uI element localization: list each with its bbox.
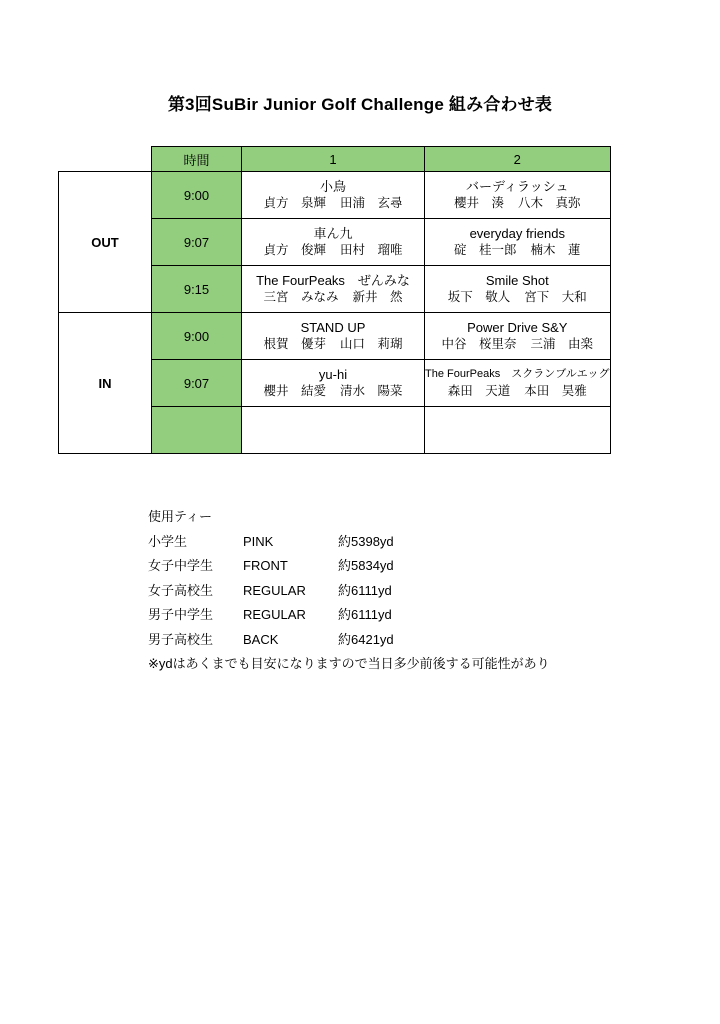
group-cell [425,407,611,454]
player-name: 本田 昊雅 [524,384,587,398]
tee-time: 9:00 [152,313,242,360]
player-name: 根賀 優芽 [263,337,326,351]
player-name: 中谷 桜里奈 [441,337,517,351]
group-cell [425,266,611,313]
team-name: yu-hi [318,367,348,382]
player-name: 田浦 玄尋 [340,196,403,210]
player-list [242,383,424,400]
player-list [425,289,610,306]
tee-information [148,505,550,677]
tee-row [148,628,550,653]
header-time: 時間 [152,147,242,172]
tee-yardage: 約5834yd [338,558,394,573]
player-name: 碇 桂一郎 [454,243,517,257]
player-name: 坂下 敬人 [447,290,511,304]
group-cell [425,172,611,219]
tee-name: FRONT [243,558,288,573]
team-name: Smile Shot [485,273,549,288]
header-blank-cell [59,147,152,172]
tee-time: 9:15 [152,266,242,313]
tee-row [148,554,550,579]
group-cell [242,172,425,219]
team-name: Power Drive S&Y [467,320,568,335]
player-list [242,195,424,212]
tee-yardage: 約6421yd [338,631,394,647]
player-name: 清水 陽菜 [340,384,403,398]
player-list [425,383,610,400]
group-cell [242,219,425,266]
tee-category: 男子高校生 [148,631,214,647]
tee-category: 小学生 [148,533,188,549]
player-name: 三浦 由楽 [530,337,594,351]
tee-category: 女子中学生 [148,558,214,573]
group-cell [425,219,611,266]
player-name: 櫻井 湊 [454,196,505,210]
player-name: 森田 天道 [447,384,511,398]
pairing-table [58,146,611,454]
player-list [425,195,610,212]
tee-name: REGULAR [243,607,306,622]
tee-time: 9:00 [152,172,242,219]
tee-name: BACK [243,631,279,647]
tee-row [148,579,550,604]
team-name: 小鳥 [319,179,346,194]
player-list [425,336,610,353]
player-name: 田村 瑠唯 [340,243,403,257]
table-header-row [59,147,611,172]
group-cell [425,360,611,407]
tee-note: ※ydはあくまでも目安になりますので当日多少前後する可能性があり [148,656,550,671]
group-cell [242,266,425,313]
side-label-in: IN [59,313,152,454]
side-label-out: OUT [59,172,152,313]
player-list [242,242,424,259]
tee-time [152,407,242,454]
player-name: 楠木 蓮 [530,243,581,257]
team-name: 車ん九 [313,226,353,241]
player-list [425,242,610,259]
team-name: バーディラッシュ [466,179,569,194]
page-title: 第3回SuBir Junior Golf Challenge 組み合わせ表 [167,95,553,114]
tee-time: 9:07 [152,219,242,266]
group-cell [242,360,425,407]
player-name: 新井 然 [352,290,403,304]
tee-category: 男子中学生 [148,607,214,622]
tee-category: 女子高校生 [148,582,214,598]
tee-name: REGULAR [243,582,306,598]
player-list [242,289,424,306]
tee-time: 9:07 [152,360,242,407]
header-group-2: 2 [425,147,611,172]
table-row [59,172,611,219]
tee-yardage: 約6111yd [338,607,392,622]
group-cell [242,407,425,454]
tee-yardage: 約6111yd [338,582,392,598]
player-name: 八木 真弥 [518,196,581,210]
tee-yardage: 約5398yd [338,533,394,549]
tee-name: PINK [243,533,274,549]
player-name: 山口 莉瑚 [340,337,403,351]
tee-heading: 使用ティー [148,509,212,524]
team-name: The FourPeaks スクランブルエッグ [425,368,610,380]
tee-row [148,603,550,628]
player-name: 貞方 俊輝 [263,243,326,257]
player-name: 三宮 みなみ [263,290,339,304]
player-name: 宮下 大和 [524,290,587,304]
group-cell [425,313,611,360]
table-row [59,313,611,360]
team-name: The FourPeaks ぜんみな [256,273,410,288]
team-name: everyday friends [469,226,565,241]
header-group-1: 1 [242,147,425,172]
player-name: 櫻井 結愛 [263,384,326,398]
group-cell [242,313,425,360]
team-name: STAND UP [300,320,366,335]
tee-row [148,530,550,555]
player-list [242,336,424,353]
player-name: 貞方 泉輝 [263,196,326,210]
